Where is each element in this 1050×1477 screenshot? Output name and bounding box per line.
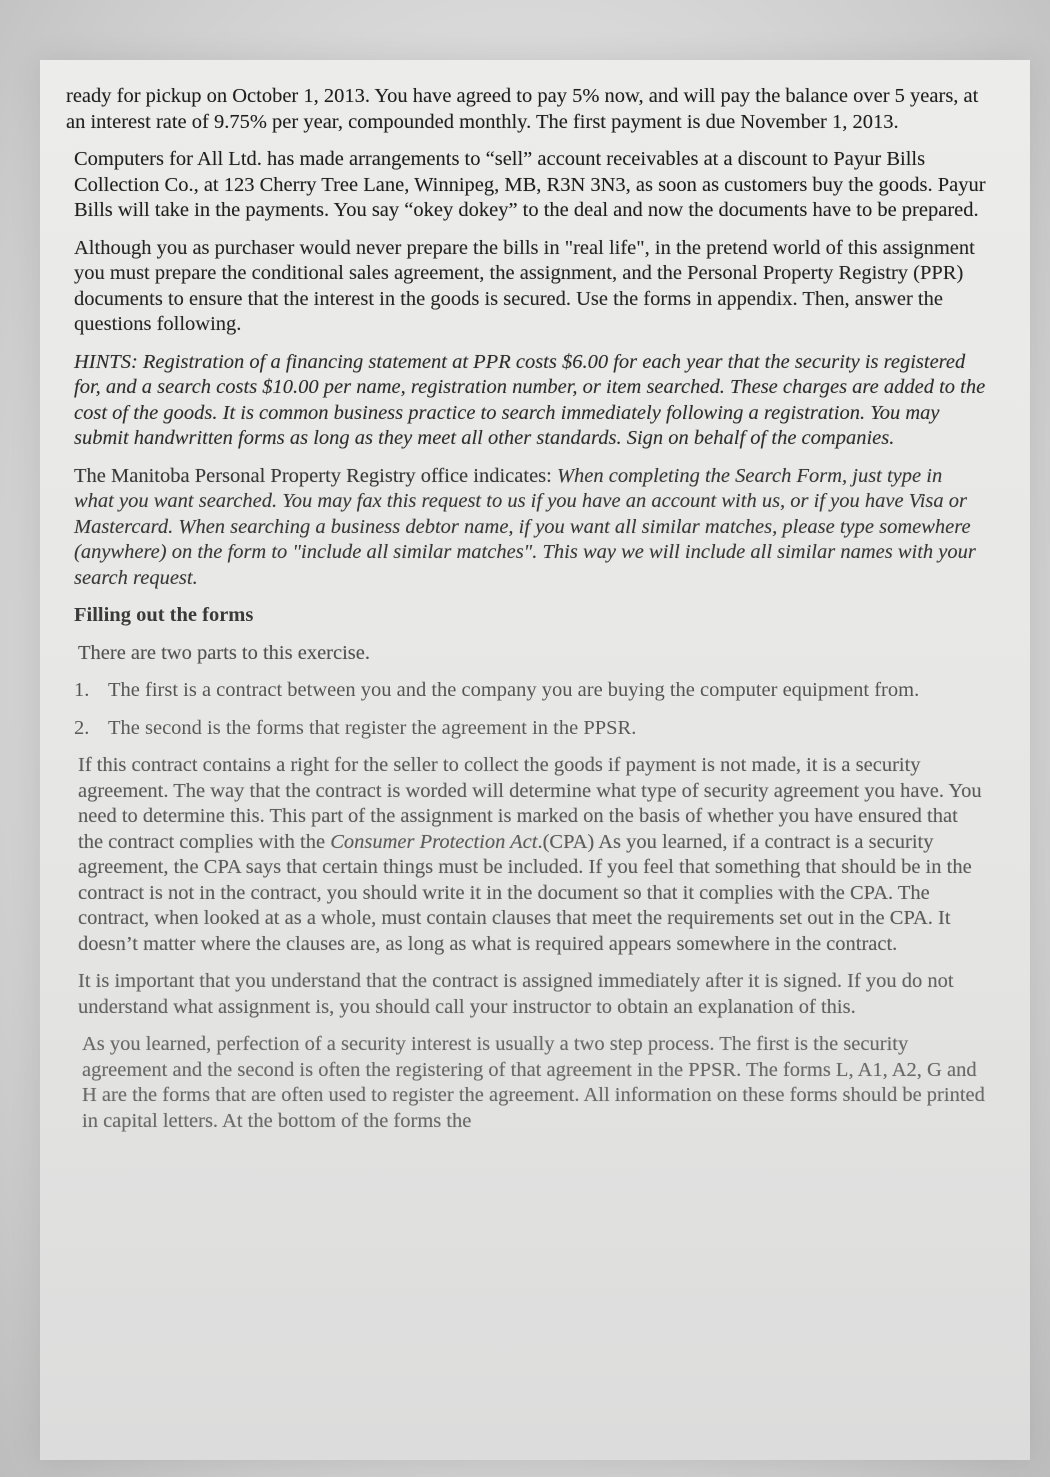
ppr-office-quote: When completing the Search Form, just type in what you want searched. You may fax this request to us if you have an account with us, or if you have Visa or Mastercard. When searching a business debtor name, if you want all similar matches, please type somewhere (anywhere) on the form to "include all similar matches". This way we will include all similar names with your search request. bbox=[74, 464, 976, 589]
document-page bbox=[66, 84, 986, 1146]
list-item bbox=[74, 716, 986, 742]
paragraph-ppr-office bbox=[74, 464, 986, 592]
ppr-office-lead: The Manitoba Personal Property Registry office indicates: bbox=[74, 464, 557, 487]
list-number: 1. bbox=[74, 679, 90, 701]
heading-filling-out-forms: Filling out the forms bbox=[74, 604, 254, 626]
paragraph-hints: HINTS: Registration of a financing statement at PPR costs $6.00 for each year that the security is registered for, and a search costs $10.00 per name, registration number, or item searched. These charges are added to the cost of the goods. It is common business practice to search immediately following a registration. You may submit handwritten forms as long as they meet all other standards. Sign on behalf of the companies. bbox=[74, 350, 986, 449]
paragraph-perfection: As you learned, perfection of a security interest is usually a two step process. The first is the security agreement and the second is often the registering of that agreement in the PPSR. The forms L, A1, A2, G and H are the forms that are often used to register the agreement. All information on these forms should be printed in capital letters. At the bottom of the forms the bbox=[82, 1033, 985, 1132]
contract-text-b: .(CPA) As you learned, if a contract is a security agreement, the CPA says that certain things must be included. If you feel that something that should be in the contract is not in the contract, you should write it in the document so that it complies with the CPA. The contract, when looked at as a whole, must contain clauses that meet the requirements set out in the CPA. It doesn’t matter where the clauses are, as long as what is required appears somewhere in the contract. bbox=[78, 830, 972, 955]
list-text: The second is the forms that register the agreement in the PPSR. bbox=[108, 716, 637, 739]
list-item bbox=[74, 678, 986, 704]
paragraph-intro: ready for pickup on October 1, 2013. You have agreed to pay 5% now, and will pay the balance over 5 years, at an interest rate of 9.75% per year, compounded monthly. The first payment is due November 1, 2013. bbox=[66, 85, 979, 133]
paragraph-two-parts: There are two parts to this exercise. bbox=[78, 641, 371, 664]
paragraph-security-agreement bbox=[78, 753, 986, 957]
list-number: 2. bbox=[74, 716, 90, 739]
consumer-protection-act: Consumer Protection Act bbox=[330, 830, 538, 853]
paragraph-computers-for-all: Computers for All Ltd. has made arrangements to “sell” account receivables at a discount to Payur Bills Collection Co., at 123 Cherry Tree Lane, Winnipeg, MB, R3N 3N3, as soon as customers buy the goods. Payur Bills will take in the payments. You say “okey dokey” to the deal and now the documents have to be prepared. bbox=[74, 148, 986, 221]
paragraph-assigned: It is important that you understand that the contract is assigned immediately after it is signed. If you do not understand what assignment is, you should call your instructor to obtain an explanation of this. bbox=[78, 970, 954, 1018]
paragraph-although: Although you as purchaser would never prepare the bills in "real life", in the pretend world of this assignment you must prepare the conditional sales agreement, the assignment, and the Personal Property Registry (PPR) documents to ensure that the interest in the goods is secured. Use the forms in appendix. Then, answer the questions following. bbox=[74, 236, 975, 335]
list-text: The first is a contract between you and the company you are buying the computer equipment from. bbox=[108, 679, 920, 701]
contract-text-a: If this contract contains a right for the seller to collect the goods if payment is not made, it is a security agreement. The way that the contract is worded will determine what type of security agreement you have. You need to determine this. This part of the assignment is marked on the basis of whether you have ensured that the contract complies with the bbox=[78, 754, 982, 853]
